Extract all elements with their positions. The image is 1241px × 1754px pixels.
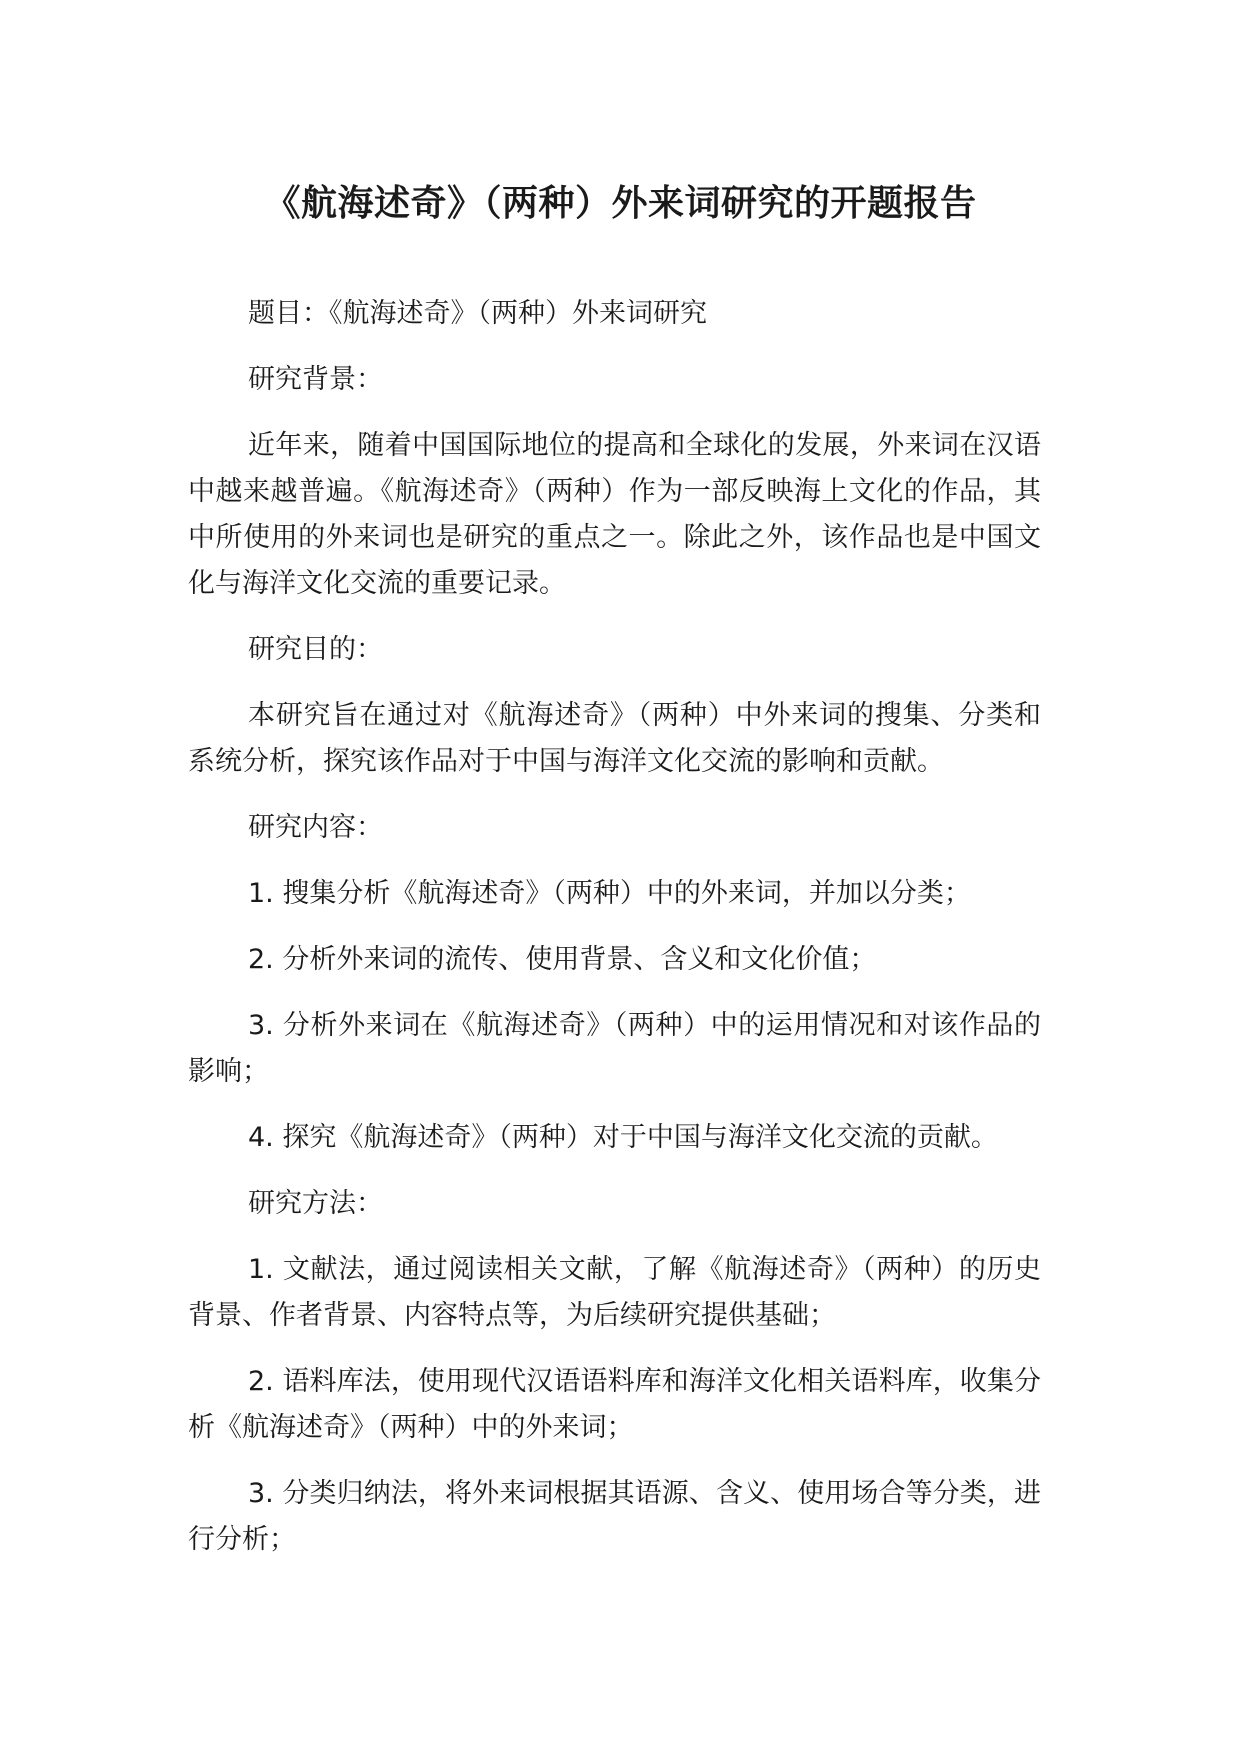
content-item-4: 4. 探究《航海述奇》（两种）对于中国与海洋文化交流的贡献。 [248, 1122, 998, 1153]
heading-background: 研究背景： [248, 364, 383, 395]
document-body [188, 291, 1041, 1583]
content-item-1: 1. 搜集分析《航海述奇》（两种）中的外来词，并加以分类； [248, 878, 971, 909]
heading-purpose: 研究目的： [248, 634, 383, 665]
paragraph-topic: 题目：《航海述奇》（两种）外来词研究 [248, 298, 707, 329]
content-item-2: 2. 分析外来词的流传、使用背景、含义和文化价值； [248, 944, 877, 975]
paragraph-purpose: 本研究旨在通过对《航海述奇》（两种）中外来词的搜集、分类和系统分析，探究该作品对于中国与海洋文化交流的影响和贡献。 [188, 700, 1041, 777]
heading-methods: 研究方法： [248, 1188, 383, 1219]
paragraph-background: 近年来，随着中国国际地位的提高和全球化的发展，外来词在汉语中越来越普遍。《航海述奇》（两种）作为一部反映海上文化的作品，其中所使用的外来词也是研究的重点之一。除此之外，该作品也是中国文化与海洋文化交流的重要记录。 [188, 430, 1041, 599]
content-item-3: 3. 分析外来词在《航海述奇》（两种）中的运用情况和对该作品的影响； [188, 1010, 1041, 1087]
document-title: 《航海述奇》（两种）外来词研究的开题报告 [264, 183, 977, 224]
heading-content: 研究内容： [248, 812, 383, 843]
method-item-1: 1. 文献法，通过阅读相关文献，了解《航海述奇》（两种）的历史背景、作者背景、内容特点等，为后续研究提供基础； [188, 1254, 1041, 1331]
method-item-3: 3. 分类归纳法，将外来词根据其语源、含义、使用场合等分类，进行分析； [188, 1478, 1041, 1555]
method-item-2: 2. 语料库法，使用现代汉语语料库和海洋文化相关语料库，收集分析《航海述奇》（两种）中的外来词； [188, 1366, 1041, 1443]
